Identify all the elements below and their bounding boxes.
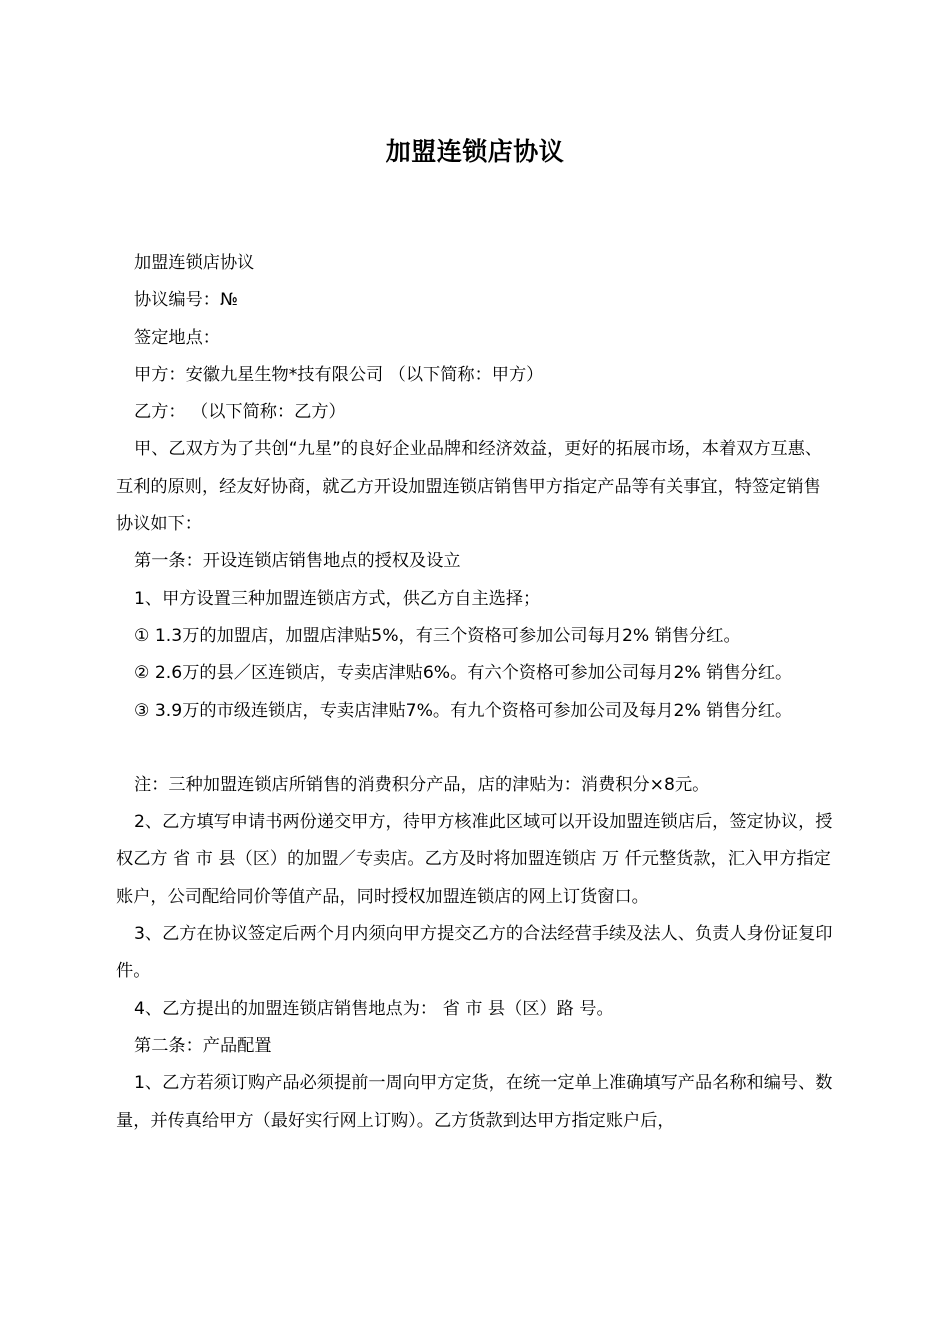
paragraph: 注：三种加盟连锁店所销售的消费积分产品，店的津贴为：消费积分×8元。 <box>134 774 710 795</box>
paragraph: 4、乙方提出的加盟连锁店销售地点为： 省 市 县（区）路 号。 <box>134 998 614 1019</box>
paragraph: 3、乙方在协议签定后两个月内须向甲方提交乙方的合法经营手续及法人、负责人身份证复印件。 <box>116 924 833 982</box>
document-body <box>116 245 836 1140</box>
paragraph: 乙方： （以下简称：乙方） <box>134 402 346 423</box>
paragraph: 1、甲方设置三种加盟连锁店方式，供乙方自主选择； <box>134 588 541 609</box>
paragraph: 第一条：开设连锁店销售地点的授权及设立 <box>134 551 461 572</box>
paragraph: 甲方：安徽九星生物*技有限公司 （以下简称：甲方） <box>134 364 544 385</box>
paragraph: 1、乙方若须订购产品必须提前一周向甲方定货，在统一定单上准确填写产品名称和编号、数量，并传真给甲方（最好实行网上订购）。乙方货款到达甲方指定账户后， <box>116 1073 833 1131</box>
paragraph-gap <box>116 730 836 767</box>
paragraph: 协议编号：№ <box>134 290 238 311</box>
paragraph: 加盟连锁店协议 <box>134 253 255 273</box>
paragraph: 甲、乙双方为了共创“九星”的良好企业品牌和经济效益，更好的拓展市场，本着双方互惠、互利的原则，经友好协商，就乙方开设加盟连锁店销售甲方指定产品等有关事宜，特签定销售协议如下： <box>116 439 823 535</box>
paragraph: 第二条：产品配置 <box>134 1035 272 1056</box>
paragraph: ③ 3.9万的市级连锁店，专卖店津贴7%。有九个资格可参加公司及每月2% 销售分红。 <box>134 700 793 721</box>
document-title: 加盟连锁店协议 <box>385 137 565 166</box>
paragraph: ① 1.3万的加盟店，加盟店津贴5%，有三个资格可参加公司每月2% 销售分红。 <box>134 625 741 646</box>
paragraph: 2、乙方填写申请书两份递交甲方，待甲方核准此区域可以开设加盟连锁店后，签定协议，授权乙方 省 市 县（区）的加盟／专卖店。乙方及时将加盟连锁店 万 仟元整货款，汇入甲方指定账户，公司配给同价等值产品，同时授权加盟连锁店的网上订货窗口。 <box>116 812 833 907</box>
paragraph: ② 2.6万的县／区连锁店，专卖店津贴6%。有六个资格可参加公司每月2% 销售分红。 <box>134 663 793 684</box>
paragraph: 签定地点： <box>134 327 220 348</box>
